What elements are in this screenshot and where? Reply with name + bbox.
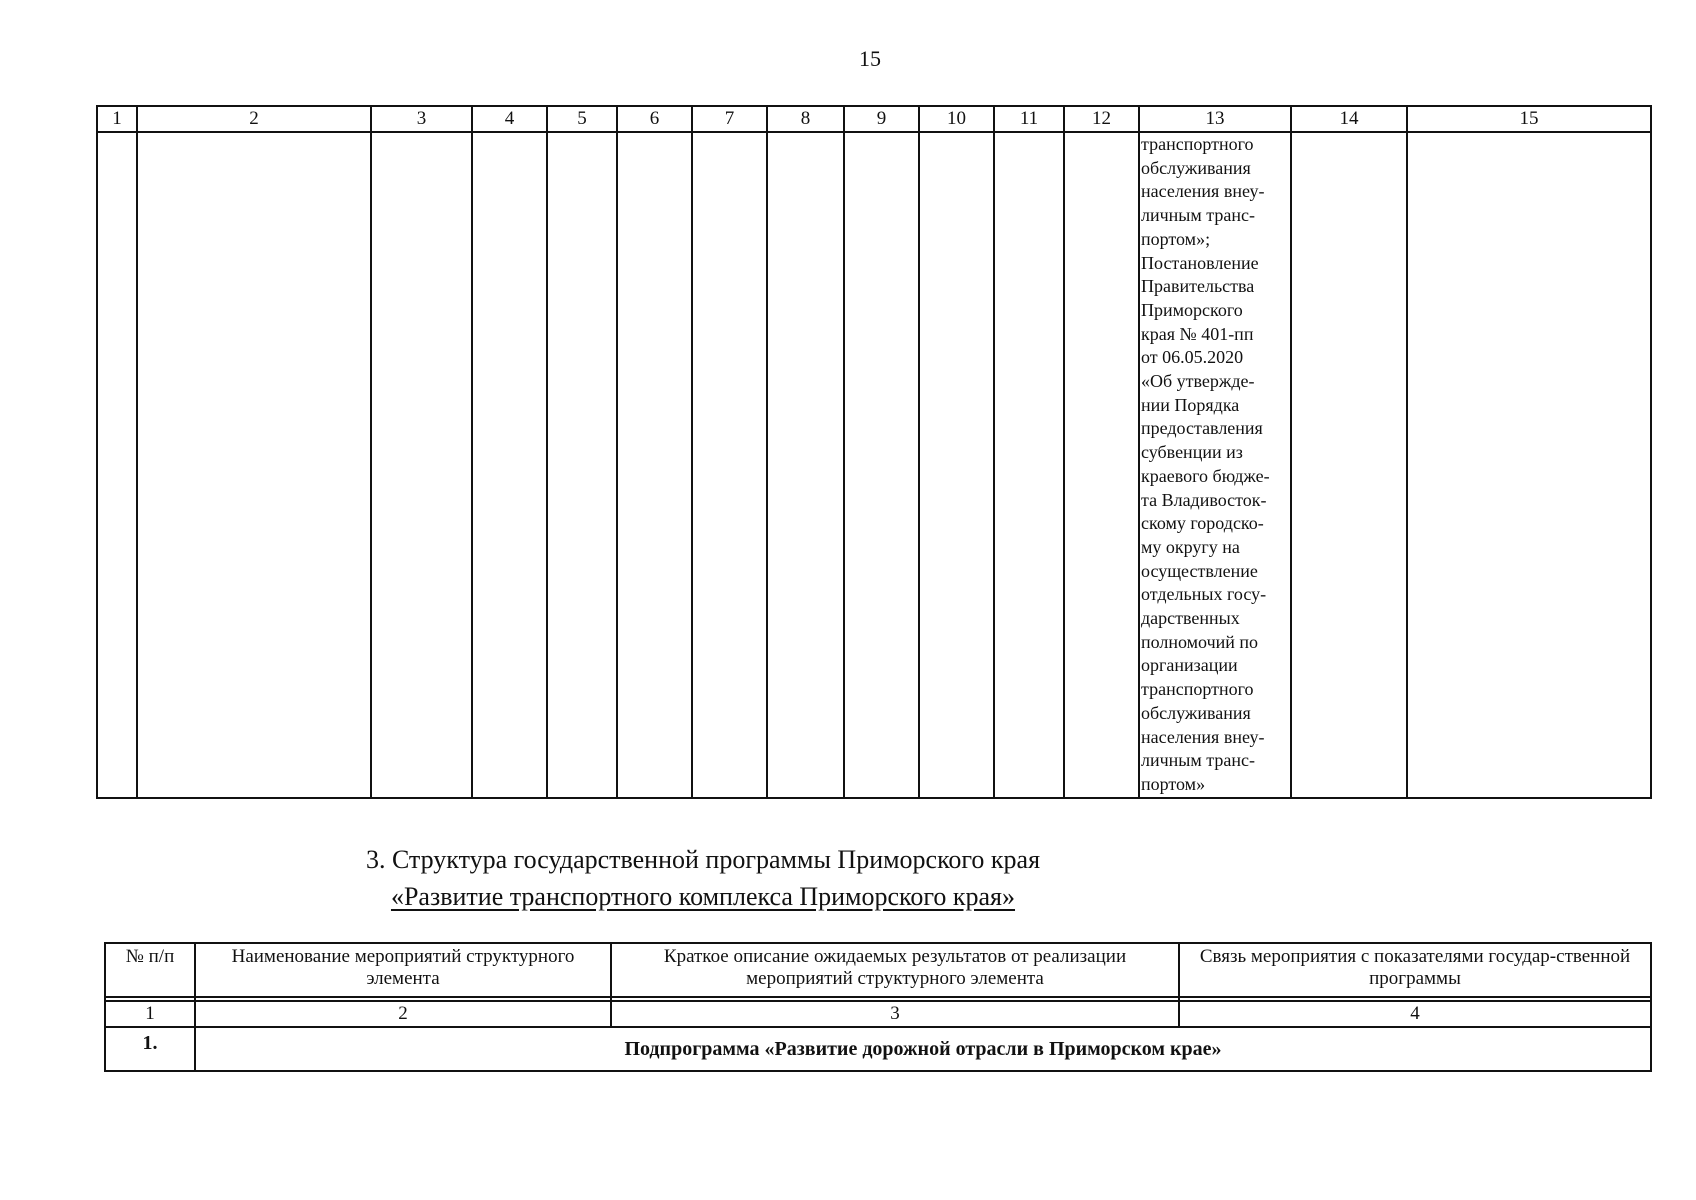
- table-cell: [994, 132, 1064, 798]
- table-cell: [919, 132, 994, 798]
- table-header-row: [97, 106, 1651, 132]
- column-header: 12: [1064, 106, 1139, 132]
- column-header: 1: [97, 106, 137, 132]
- column-header: № п/п: [105, 943, 195, 997]
- column-header: 14: [1291, 106, 1407, 132]
- page-number: 15: [859, 46, 881, 71]
- section-title: 3. Структура государственной программы Приморского края: [365, 845, 1041, 874]
- column-header: Краткое описание ожидаемых результатов от реализации мероприятий структурного элемента: [611, 943, 1179, 997]
- column-header: 5: [547, 106, 617, 132]
- column-header: 13: [1139, 106, 1291, 132]
- column-header: 3: [371, 106, 472, 132]
- regulation-text-cell: транспортного обслуживания населения внеу- личным транс- портом»; Постановление Правительства Приморского края № 401-пп от 06.05.2020 «Об утвержде- нии Порядка предоставления субвенции из краевого бюдже- та Владивосток- скому городско- му округу на осуществление отдельных госу- дарственных полномочий по организации транспортного обслуживания населения внеу- личным транс- портом»: [1139, 132, 1291, 798]
- continuation-table: [96, 105, 1652, 799]
- table-header-row: [105, 943, 1651, 997]
- table-cell: [547, 132, 617, 798]
- column-header: 6: [617, 106, 692, 132]
- column-header: 8: [767, 106, 844, 132]
- table-cell: [1291, 132, 1407, 798]
- subprogram-row: [105, 1027, 1651, 1071]
- subprogram-name: Подпрограмма «Развитие дорожной отрасли в Приморском крае»: [195, 1027, 1651, 1071]
- table-cell: [767, 132, 844, 798]
- row-number: 1.: [105, 1027, 195, 1071]
- column-header: 4: [472, 106, 547, 132]
- program-title: [3, 882, 1403, 912]
- column-header: Наименование мероприятий структурного элемента: [195, 943, 611, 997]
- column-number: 4: [1179, 1001, 1651, 1027]
- table-cell: [371, 132, 472, 798]
- column-header: 15: [1407, 106, 1651, 132]
- column-header: 11: [994, 106, 1064, 132]
- table-cell: [472, 132, 547, 798]
- column-header: 9: [844, 106, 919, 132]
- table-cell: [137, 132, 371, 798]
- table-cell: [844, 132, 919, 798]
- column-header: 7: [692, 106, 767, 132]
- column-header: 10: [919, 106, 994, 132]
- table-cell: [97, 132, 137, 798]
- table-cell: [692, 132, 767, 798]
- program-structure-table: [104, 942, 1652, 1072]
- table-row: [97, 132, 1651, 798]
- table-cell: [1064, 132, 1139, 798]
- table-cell: [617, 132, 692, 798]
- column-header: 2: [137, 106, 371, 132]
- column-header: Связь мероприятия с показателями государ-ственной программы: [1179, 943, 1651, 997]
- column-number: 3: [611, 1001, 1179, 1027]
- column-number: 1: [105, 1001, 195, 1027]
- column-number-row: [105, 1001, 1651, 1027]
- table-cell: [1407, 132, 1651, 798]
- program-title-text: «Развитие транспортного комплекса Приморского края»: [390, 882, 1016, 911]
- column-number: 2: [195, 1001, 611, 1027]
